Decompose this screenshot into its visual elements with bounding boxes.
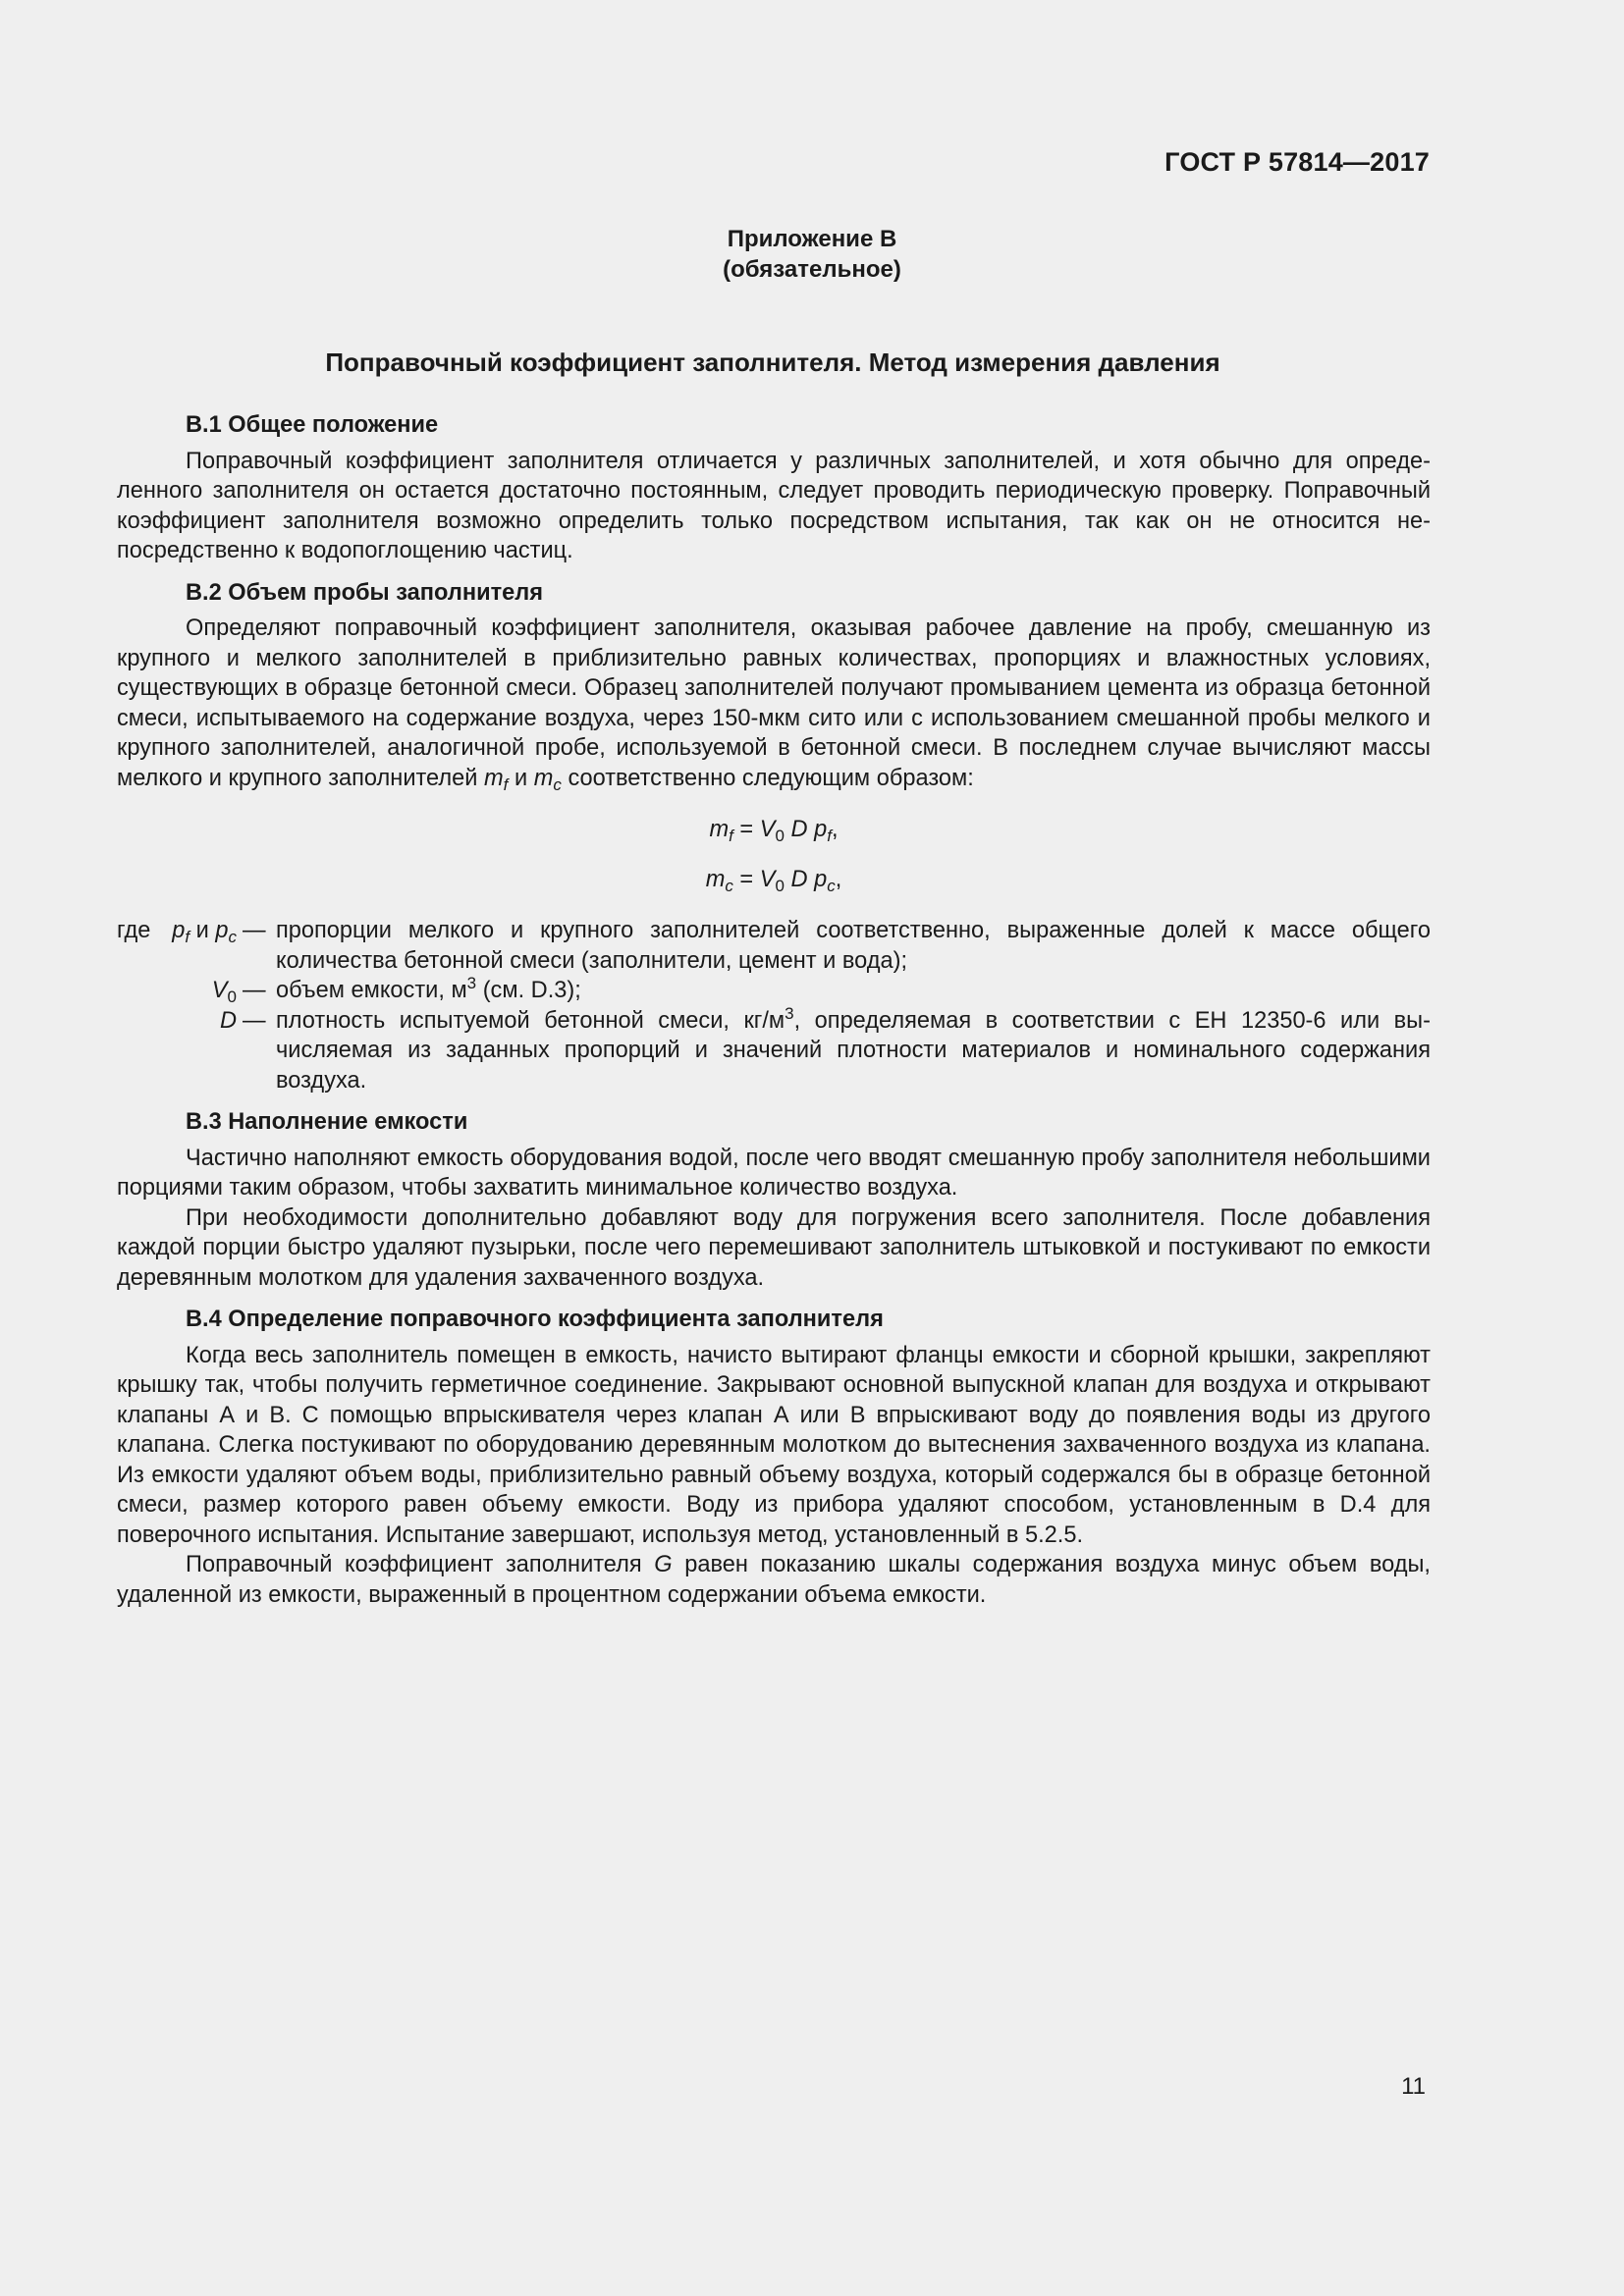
legend-dash: —: [243, 918, 266, 943]
section-b1: [117, 410, 1431, 566]
paragraph: Поправочный коэффициент заполнителя G равен показанию шкалы содержания воздуха минус объем воды, удаленной из емкости, выраженный в процентном содержании объема емкости.: [117, 1552, 1431, 1608]
legend-text: объем емкости, $м^3$ (см. D.3);: [276, 974, 581, 1003]
paragraph: При необходимости дополнительно добавляют воду для погружения всего заполнителя. После добавления каждой порции быстро удаляют пузырьки, после чего перемешивают заполнитель штыковкой и постукивают по емкости деревянным молотком для удаления захваченного воздуха.: [117, 1204, 1431, 1291]
paragraph: Поправочный коэффициент заполнителя отличается у различных заполнителей, и хотя обычно для определенного заполнителя он остается достаточно постоянным, следует проводить периодическую проверку. Поправочный коэффициент заполнителя возможно определить только посредством испытания, так как он не относится непосредственно к водопоглощению частиц.: [117, 448, 1431, 563]
legend-text: пропорции мелкого и крупного заполнителей соответственно, выраженные долей к массе общего количества бетонной смеси (заполнители, цемент и вода);: [276, 918, 1431, 974]
paragraph: Когда весь заполнитель помещен в емкость, начисто вытирают фланцы емкости и сборной крышки, закрепляют крышку так, чтобы получить герметичное соединение. Закрывают основной выпускной клапан для воздуха и открывают клапаны А и В. С помощью впрыскивателя через клапан А или В впрыскивают воду до появления воды из другого клапана. Слегка постукивают по оборудованию деревянным молотком до вытеснения захваченного воздуха из клапана. Из емкости удаляют объем воды, приблизительно равный объему воздуха, который содержался бы в образце бетонной смеси, размер которого равен объему емкости. Воду из прибора удаляют способом, установленным в D.4 для поверочного испытания. Испытание завершают, используя метод, установленный в 5.2.5.: [117, 1342, 1431, 1548]
main-title: Поправочный коэффициент заполнителя. Метод измерения давления: [325, 347, 1220, 377]
legend-symbol: $V_0$: [211, 978, 237, 1006]
appendix-heading: [0, 224, 1624, 285]
section-b4: [117, 1305, 1431, 1610]
paragraph: Определяют поправочный коэффициент заполнителя, оказывая рабочее давление на пробу, смешанную из крупного и мелкого заполнителей в приблизительно равных количествах, пропорциях и влажностных условиях, существующих в образце бетонной смеси. Образец заполнителей получают промыванием цемента из образца бетонной смеси, испытываемого на содержание воздуха, через 150-мкм сито или с использованием смешанной пробы мелкого и крупного заполнителей, аналогичной пробе, используемой в бетонной смеси. В последнем случае вычисляют массы мелкого и крупного заполнителей $m_f$ и $m_c$ соответственно следующим образом:: [117, 615, 1431, 794]
formula-mf: $m_f = V_0$ D $p_f$,: [709, 817, 839, 845]
section-b3: [117, 1107, 1431, 1293]
document-body: [117, 410, 1431, 1622]
formula-mc: $m_c = V_0$ D $p_c$,: [705, 866, 842, 895]
section-heading: В.2 Объем пробы заполнителя: [186, 579, 544, 606]
legend-dash: —: [243, 978, 266, 1003]
appendix-status: (обязательное): [723, 256, 901, 283]
legend-symbol: D: [219, 1007, 237, 1034]
formula-legend: [117, 916, 1431, 1095]
legend-text: плотность испытуемой бетонной смеси, $кг/м^3$, определяемая в соответствии с ЕН 12350-6 или вычисляемая из заданных пропорций и значений плотности материалов и номинального содержания воздуха.: [276, 1003, 1431, 1094]
document-id: ГОСТ Р 57814—2017: [1164, 147, 1430, 177]
paragraph: Частично наполняют емкость оборудования водой, после чего вводят смешанную пробу заполнителя небольшими порциями таким образом, чтобы захватить минимальное количество воздуха.: [117, 1145, 1431, 1201]
section-heading: В.3 Наполнение емкости: [186, 1109, 468, 1135]
legend-symbol: где $p_f$ и $p_c$: [117, 918, 237, 946]
section-heading: В.4 Определение поправочного коэффициента заполнителя: [186, 1307, 884, 1332]
section-heading: В.1 Общее положение: [186, 412, 439, 438]
page-number: 11: [1401, 2073, 1426, 2100]
legend-dash: —: [243, 1007, 266, 1034]
appendix-label: Приложение В: [727, 226, 897, 252]
section-b2: [117, 578, 1431, 1096]
